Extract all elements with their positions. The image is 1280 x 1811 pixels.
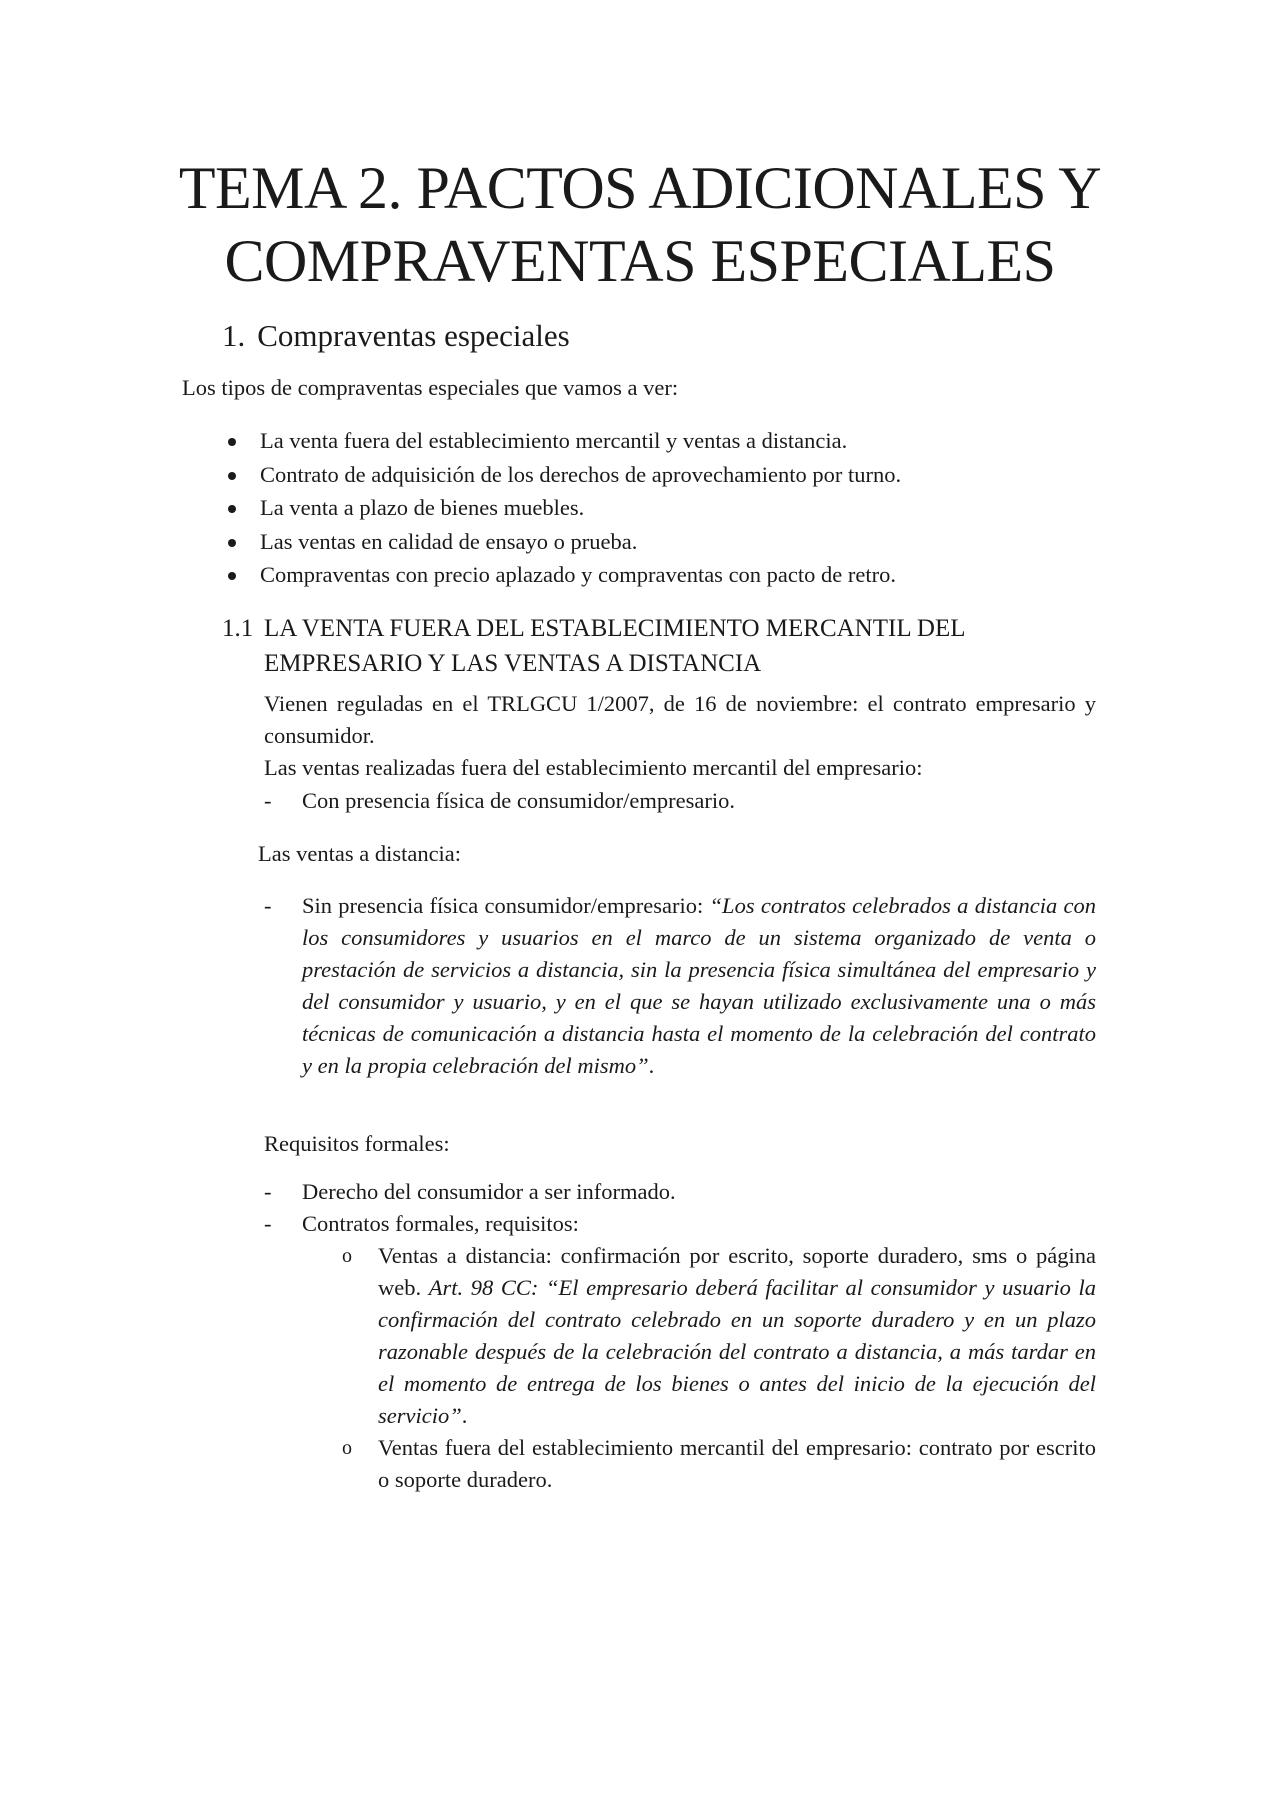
- dash-icon: -: [264, 893, 272, 918]
- fuera-establecimiento-paragraph: Las ventas realizadas fuera del establecimiento mercantil del empresario:: [264, 755, 923, 780]
- compraventas-list: [222, 425, 901, 593]
- section-1-1-title-line-1: LA VENTA FUERA DEL ESTABLECIMIENTO MERCANTIL DEL: [264, 615, 966, 642]
- requisitos-label: Requisitos formales:: [264, 1131, 450, 1156]
- dash-item-presencia: - Con presencia física de consumidor/empresario.: [264, 785, 1096, 817]
- dash-item-derecho: - Derecho del consumidor a ser informado.: [264, 1176, 1096, 1208]
- bullet-icon: [228, 438, 236, 446]
- regulation-paragraph: Vienen reguladas en el TRLGCU 1/2007, de 16 de noviembre: el contrato empresario y consumidor.: [264, 691, 1096, 748]
- bullet-icon: [228, 572, 236, 580]
- list-item: La venta a plazo de bienes muebles.: [222, 492, 901, 526]
- section-1-1-number: 1.1: [222, 615, 254, 642]
- sub-item-ventas-distancia: o Ventas a distancia: confirmación por escrito, soporte duradero, sms o página web. Art. 98 CC: “El empresario deberá facilitar al consumidor y usuario la confirmación del contrato celebrado en un soporte duradero y en un plazo razonable después de la celebración del contrato a distancia, a más tardar en el momento de entrega de los bienes o antes del inicio de la ejecución del servicio”.: [342, 1240, 1096, 1432]
- legal-quote: “Los contratos celebrados a distancia con los consumidores y usuarios en el marco de un sistema organizado de venta o prestación de servicios a distancia, sin la presencia física simultánea del empresario y del consumidor y usuario, y en el que se hayan utilizado exclusivamente una o más técnicas de comunicación a distancia hasta el momento de la celebración del contrato y en la propia celebración del mismo”: [302, 893, 1096, 1078]
- bullet-icon: [228, 539, 236, 547]
- page-title: [0, 152, 1280, 298]
- sub-item-fuera-establecimiento: o Ventas fuera del establecimiento mercantil del empresario: contrato por escrito o soporte duradero.: [342, 1432, 1096, 1496]
- bullet-icon: [228, 505, 236, 513]
- dash-icon: -: [264, 1179, 272, 1204]
- dash-icon: -: [264, 1211, 272, 1236]
- dash-icon: -: [264, 788, 272, 813]
- section-1-number: 1.: [222, 318, 246, 353]
- list-item: La venta fuera del establecimiento mercantil y ventas a distancia.: [222, 425, 901, 459]
- article-quote: Art. 98 CC: “El empresario deberá facilitar al consumidor y usuario la confirmación del contrato celebrado en un soporte duradero y en un plazo razonable después de la celebración del contrato a distancia, a más tardar en el momento de entrega de los bienes o antes del inicio de la ejecución del servicio”: [378, 1275, 1096, 1428]
- section-1-1-title-line-2: EMPRESARIO Y LAS VENTAS A DISTANCIA: [264, 650, 762, 677]
- section-1-1-heading: [222, 611, 1122, 681]
- circle-bullet-icon: o: [342, 1245, 352, 1267]
- ventas-distancia-label: Las ventas a distancia:: [258, 841, 462, 866]
- dash-item-contratos: - Contratos formales, requisitos:: [264, 1208, 1096, 1240]
- list-item: Las ventas en calidad de ensayo o prueba.: [222, 526, 901, 560]
- circle-bullet-icon: o: [342, 1437, 352, 1459]
- title-line-2: COMPRAVENTAS ESPECIALES: [224, 228, 1056, 294]
- title-line-1: TEMA 2. PACTOS ADICIONALES Y: [178, 155, 1102, 221]
- bullet-icon: [228, 472, 236, 480]
- list-item: Contrato de adquisición de los derechos de aprovechamiento por turno.: [222, 459, 901, 493]
- section-1-title: Compraventas especiales: [257, 318, 570, 353]
- section-1-intro: Los tipos de compraventas especiales que vamos a ver:: [182, 375, 679, 400]
- section-1-heading: [222, 318, 570, 354]
- dash-item-sin-presencia: - Sin presencia física consumidor/empresario: “Los contratos celebrados a distancia con los consumidores y usuarios en el marco de un sistema organizado de venta o prestación de servicios a distancia, sin la presencia física simultánea del empresario y del consumidor y usuario, y en el que se hayan utilizado exclusivamente una o más técnicas de comunicación a distancia hasta el momento de la celebración del contrato y en la propia celebración del mismo”.: [264, 890, 1096, 1082]
- list-item: Compraventas con precio aplazado y compraventas con pacto de retro.: [222, 559, 901, 593]
